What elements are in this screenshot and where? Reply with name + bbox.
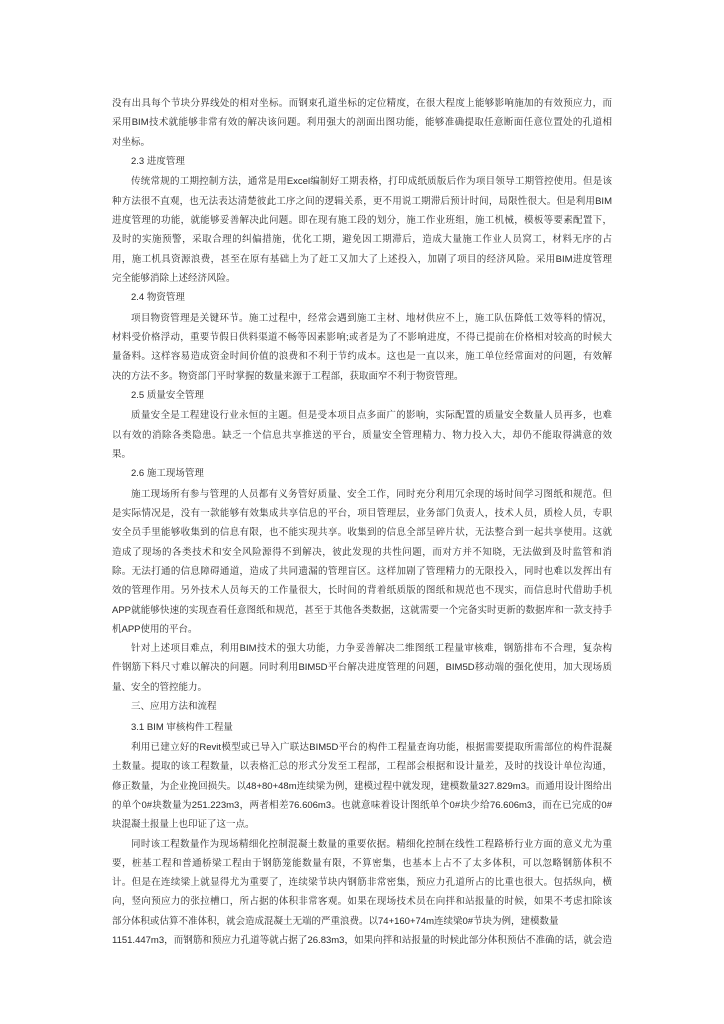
text-line: 件钢筋下料尺寸难以解决的问题。同时利用BIM5D平台解决进度管理的问题，BIM5D移动端的强化使用，加大现场质 — [112, 662, 612, 674]
section-2-5-heading: 2.5 质量安全管理 — [131, 389, 204, 401]
text-line: 安全员手里能够收集到的信息有限，也不能实现共享。收集到的信息全部呈碎片状，无法整合到一起共享使用。这就 — [112, 527, 612, 539]
text-line: 造成了现场的各类技术和安全风险源得不到解决，彼此发现的共性问题，而对方并不知晓，无法做到及时监管和消 — [112, 546, 612, 558]
text-line: 土数量。提取的该工程数量，以表格汇总的形式分发至工程部，工程部会根据和设计量差，及时的找设计单位沟通， — [112, 761, 612, 773]
text-line: 修正数量，为企业挽回损失。以48+80+48m连续梁为例，建模过程中就发现，建模数量327.829m3。而通用设计图给出 — [112, 780, 612, 792]
section-2-6-heading: 2.6 施工现场管理 — [131, 468, 204, 480]
paragraph-2-6-2 — [112, 639, 612, 697]
section-2-3-heading: 2.3 进度管理 — [131, 155, 185, 167]
section-3-heading: 三、应用方法和流程 — [131, 701, 217, 713]
section-2-3 — [112, 152, 612, 288]
section-2-6 — [112, 464, 612, 697]
paragraph-3-1-1 — [112, 738, 612, 834]
section-2-4 — [112, 288, 612, 386]
text-line: 材料受价格浮动，重要节假日供料渠道不畅等因素影响;或者是为了不影响进度，不得已提前在价格相对较高的时候大 — [112, 331, 612, 343]
text-line: 是实际情况是，没有一款能够有效集成共享信息的平台，项目管理层，业务部门负责人，技术人员，质检人员，专职 — [112, 508, 612, 520]
text-line: 1151.447m3，而钢筋和预应力孔道等就占据了26.83m3，如果向拌和站报量的时候此部分体积预估不准确的话，就会造 — [112, 934, 612, 946]
text-line: 以有效的消除各类隐患。缺乏一个信息共享推送的平台，质量安全管理精力、物力投入大，却仍不能取得满意的效 — [112, 429, 612, 441]
text-line: 对坐标。 — [112, 136, 151, 148]
paragraph-2-6-1 — [112, 485, 612, 639]
text-line: 决的方法不多。物资部门平时掌握的数量来源于工程部，获取面窄不利于物资管理。 — [112, 370, 464, 382]
text-line: 块混凝土报量上也印证了这一点。 — [112, 819, 255, 831]
text-line: 量备料。这样容易造成资金时间价值的浪费和不利于节约成本。这也是一直以来，施工单位经常面对的问题，有效解 — [112, 351, 612, 363]
paragraph-2-5 — [112, 406, 612, 464]
text-line: 进度管理的功能，就能够妥善解决此问题。即在现有施工段的划分，施工作业班组，施工机械，模板等要素配置下， — [112, 214, 612, 226]
paragraph-2-3 — [112, 172, 612, 288]
text-line: 同时该工程数量作为现场精细化控制混凝土数量的重要依据。精细化控制在线性工程路桥行业方面的意义尤为重 — [131, 838, 612, 850]
text-line: 施工现场所有参与管理的人员都有义务管好质量、安全工作，同时充分利用冗余现的场时间学习图纸和规范。但 — [131, 488, 612, 500]
section-3-1 — [112, 718, 612, 951]
text-line: 传统常规的工期控制方法，通常是用Excel编制好工期表格，打印成纸质版后作为项目领导工期管控使用。但是该 — [131, 176, 612, 188]
text-line: 果。 — [112, 448, 132, 460]
text-line: 针对上述项目难点，利用BIM技术的强大功能，力争妥善解决二维图纸工程量审核难，钢筋排布不合理，复杂构 — [131, 643, 612, 655]
section-3-1-heading: 3.1 BIM 审核构件工程量 — [131, 721, 233, 733]
text-line: 种方法很不直观，也无法表达清楚彼此工序之间的逻辑关系，更不用说工期滞后预计时间，局限性很大。但是利用BIM — [112, 195, 612, 207]
text-line: 用，施工机具资源浪费，甚至在原有基础上为了赶工又加大了上述投入，加剧了项目的经济风险。采用BIM进度管理 — [112, 253, 612, 265]
text-line: 利用已建立好的Revit模型或已导入广联达BIM5D平台的构件工程量查询功能，根据需要提取所需部位的构件混凝 — [131, 742, 612, 754]
section-3 — [112, 697, 612, 718]
text-line: 计。但是在连续梁上就显得尤为重要了，连续梁节块内钢筋非常密集，预应力孔道所占的比重也很大。包括纵向，横 — [112, 877, 612, 889]
section-2-5 — [112, 386, 612, 464]
paragraph-3-1-2 — [112, 835, 612, 951]
text-line: 完全能够消除上述经济风险。 — [112, 272, 236, 284]
section-2-4-heading: 2.4 物资管理 — [131, 292, 185, 304]
text-line: 向，竖向预应力的张拉槽口，所占据的体积非常客观。如果在现场技术员在向拌和站报量的时候，如果不考虑扣除该 — [112, 896, 612, 908]
text-line: 效的管理作用。另外技术人员每天的工作量很大，长时间的背着纸质版的图纸和规范也不现实，而信息时代借助手机 — [112, 585, 612, 597]
text-line: 部分体积或估算不准体积，就会造成混凝土无端的严重浪费。以74+160+74m连续梁0#节块为例，建模数量 — [112, 915, 559, 927]
text-line: 的单个0#块数量为251.223m3，两者相差76.606m3。也就意味着设计图纸单个0#块少给76.606m3，而在已完成的0# — [112, 799, 612, 811]
text-line: 没有出具每个节块分界线处的相对坐标。而钢束孔道坐标的定位精度，在很大程度上能够影响施加的有效预应力，而 — [112, 98, 612, 109]
text-line: APP就能够快速的实现查看任意图纸和规范，甚至于其他各类数据，这就需要一个完备实时更新的数据库和一款支持手 — [112, 604, 612, 616]
paragraph-2-4 — [112, 309, 612, 386]
text-line: 量、安全的管控能力。 — [112, 681, 208, 693]
text-line: 项目物资管理是关键环节。施工过程中，经常会遇到施工主材、地材供应不上，施工队伍降低工效等料的情况， — [131, 312, 612, 324]
text-line: 要，桩基工程和普通桥梁工程由于钢筋笼能数量有限，不算密集，也基本上占不了太多体积，可以忽略钢筋体积不 — [112, 857, 612, 869]
text-line: 采用BIM技术就能够非常有效的解决该问题。利用强大的剖面出图功能，能够准确提取任意断面任意位置处的孔道相 — [112, 117, 612, 129]
document-page — [112, 94, 612, 950]
text-line: 质量安全是工程建设行业永恒的主题。但是受本项目点多面广的影响，实际配置的质量安全数量人员再多，也难 — [131, 410, 612, 422]
text-line: 除。无法打通的信息障碍通道，造成了共同遗漏的管理盲区。这样加剧了管理精力的无限投入，同时也难以发挥出有 — [112, 565, 612, 577]
text-line: 及时的实施预警，采取合理的纠偏措施，优化工期，避免因工期滞后，造成大量施工作业人员窝工，材料无序的占 — [112, 234, 612, 246]
text-line: 机APP使用的平台。 — [112, 623, 198, 635]
paragraph-continuation — [112, 94, 612, 152]
